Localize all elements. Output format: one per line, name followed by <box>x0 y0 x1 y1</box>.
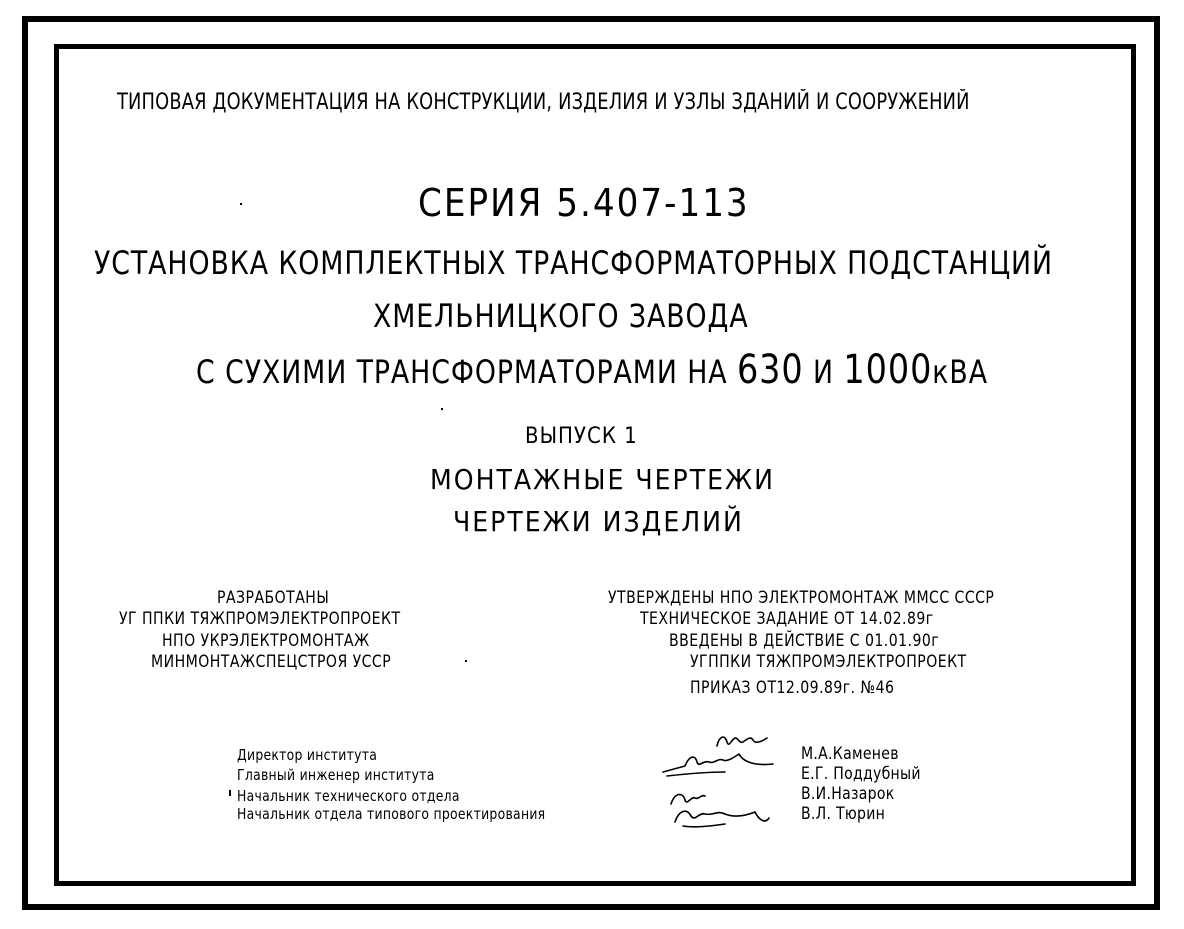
position-director: Директор института <box>237 746 378 764</box>
subtitle-line-1: МОНТАЖНЫЕ ЧЕРТЕЖИ <box>430 463 775 496</box>
power-rating-1: 630 <box>736 347 804 393</box>
position-head-standard-design-dept: Начальник отдела типового проектирования <box>237 805 546 823</box>
developed-line-3: МИНМОНТАЖСПЕЦСТРОЯ УССР <box>151 652 392 672</box>
title-line-1: УСТАНОВКА КОМПЛЕКТНЫХ ТРАНСФОРМАТОРНЫХ ПОДСТАНЦИЙ <box>94 244 1053 282</box>
name-chief-engineer: Е.Г. Поддубный <box>801 764 921 784</box>
title-line-2: ХМЕЛЬНИЦКОГО ЗАВОДА <box>373 297 749 335</box>
developed-heading: РАЗРАБОТАНЫ <box>217 588 330 608</box>
series-number: СЕРИЯ 5.407-113 <box>418 181 750 225</box>
speck <box>465 660 467 662</box>
speck <box>441 408 443 410</box>
handwritten-signatures <box>655 722 795 834</box>
signature-4-underline <box>683 824 725 827</box>
signature-2 <box>663 754 773 772</box>
issue-number: ВЫПУСК 1 <box>525 424 638 449</box>
title-line-3-prefix: С СУХИМИ ТРАНСФОРМАТОРАМИ НА <box>196 353 737 391</box>
speck <box>240 203 242 205</box>
power-rating-2: 1000 <box>843 347 933 393</box>
signature-3 <box>671 794 705 804</box>
developed-line-2: НПО УКРЭЛЕКТРОМОНТАЖ <box>162 631 370 651</box>
position-chief-engineer: Главный инженер института <box>237 766 435 784</box>
approved-line-2: ТЕХНИЧЕСКОЕ ЗАДАНИЕ ОТ 14.02.89г <box>640 609 934 629</box>
name-director: М.А.Каменев <box>801 744 899 764</box>
approved-line-1: УТВЕРЖДЕНЫ НПО ЭЛЕКТРОМОНТАЖ ММСС СССР <box>608 588 995 608</box>
subtitle-line-2: ЧЕРТЕЖИ ИЗДЕЛИЙ <box>453 505 744 538</box>
title-line-3-unit: кВА <box>932 353 988 391</box>
signature-2-underline <box>667 772 725 776</box>
title-line-3-mid: И <box>803 353 844 391</box>
approved-line-5: ПРИКАЗ ОТ12.09.89г. №46 <box>690 678 895 698</box>
approved-line-4: УГППКИ ТЯЖПРОМЭЛЕКТРОПРОЕКТ <box>690 652 967 672</box>
name-head-standard-design-dept: В.Л. Тюрин <box>801 804 886 824</box>
name-head-technical-dept: В.И.Назарок <box>801 784 895 804</box>
speck <box>229 790 231 796</box>
developed-line-1: УГ ППКИ ТЯЖПРОМЭЛЕКТРОПРОЕКТ <box>119 609 401 629</box>
document-header: ТИПОВАЯ ДОКУМЕНТАЦИЯ НА КОНСТРУКЦИИ, ИЗДЕЛИЯ И УЗЛЫ ЗДАНИЙ И СООРУЖЕНИЙ <box>117 90 970 115</box>
position-head-technical-dept: Начальник технического отдела <box>237 787 460 805</box>
approved-line-3: ВВЕДЕНЫ В ДЕЙСТВИЕ С 01.01.90г <box>669 631 940 651</box>
title-line-3 <box>196 347 988 393</box>
signature-1 <box>717 737 767 746</box>
signature-4 <box>675 811 769 822</box>
